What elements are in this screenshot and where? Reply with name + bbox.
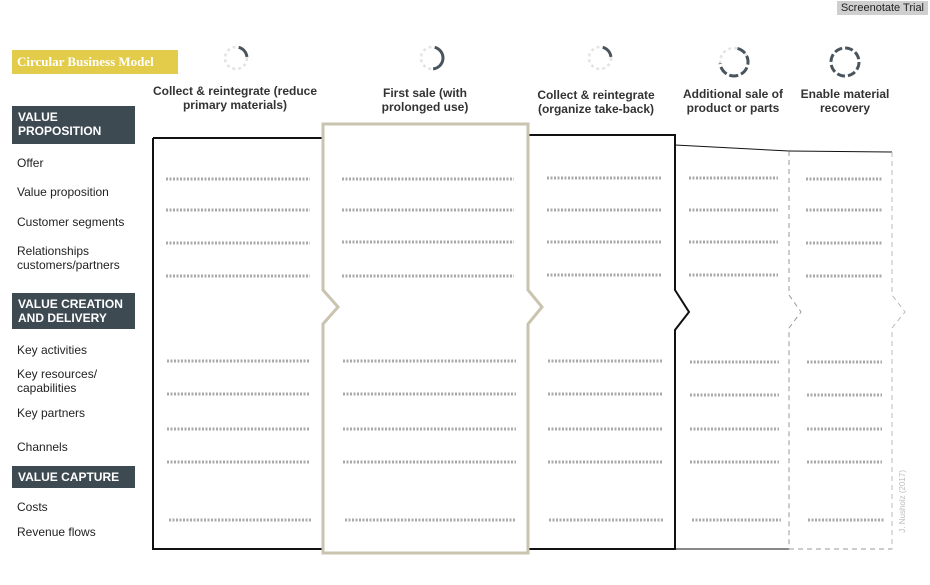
column-header-collect-reintegrate-takeback: Collect & reintegrate (organize take-back) xyxy=(537,88,655,116)
row-label-channels: Channels xyxy=(17,440,68,454)
column-header-first-sale: First sale (with prolonged use) xyxy=(381,86,469,114)
column-frame-additional-sale xyxy=(675,145,789,151)
cycle-icon-collect-reintegrate-primary xyxy=(225,47,247,69)
cycle-icon-additional-sale xyxy=(720,48,748,76)
author-credit: J. Nusholz (2017) xyxy=(898,470,907,533)
column-frame-collect-reintegrate-takeback xyxy=(528,135,689,549)
row-label-offer: Offer xyxy=(17,156,44,170)
row-label-key-partners: Key partners xyxy=(17,406,86,420)
cycle-icon-material-recovery xyxy=(831,48,859,76)
section-header-value-creation: VALUE CREATION AND DELIVERY xyxy=(12,293,135,329)
cycle-icon-collect-reintegrate-takeback xyxy=(589,47,611,69)
row-label-key-resources: Key resources/ capabilities xyxy=(17,367,98,395)
column-header-additional-sale: Additional sale of product or parts xyxy=(682,87,783,115)
row-label-value-proposition: Value proposition xyxy=(17,185,109,199)
column-frame-first-sale xyxy=(323,124,542,553)
row-label-relationships: Relationships customers/partners xyxy=(17,244,120,272)
watermark: Screenotate Trial xyxy=(837,1,928,15)
row-label-customer-segments: Customer segments xyxy=(17,215,125,229)
column-frame-collect-reintegrate-primary xyxy=(153,138,325,549)
page-title: Circular Business Model xyxy=(12,50,178,74)
cycle-icon-first-sale xyxy=(421,47,443,69)
row-label-key-activities: Key activities xyxy=(17,343,88,357)
column-header-collect-reintegrate-primary: Collect & reintegrate (reduce primary materials) xyxy=(152,84,318,112)
section-header-value-proposition: VALUE PROPOSITION xyxy=(12,106,135,144)
column-header-material-recovery: Enable material recovery xyxy=(800,87,890,115)
row-label-revenue-flows: Revenue flows xyxy=(17,525,96,539)
row-label-costs: Costs xyxy=(17,500,48,514)
column-frame-material-recovery xyxy=(789,151,892,152)
section-header-value-capture: VALUE CAPTURE xyxy=(12,466,135,488)
